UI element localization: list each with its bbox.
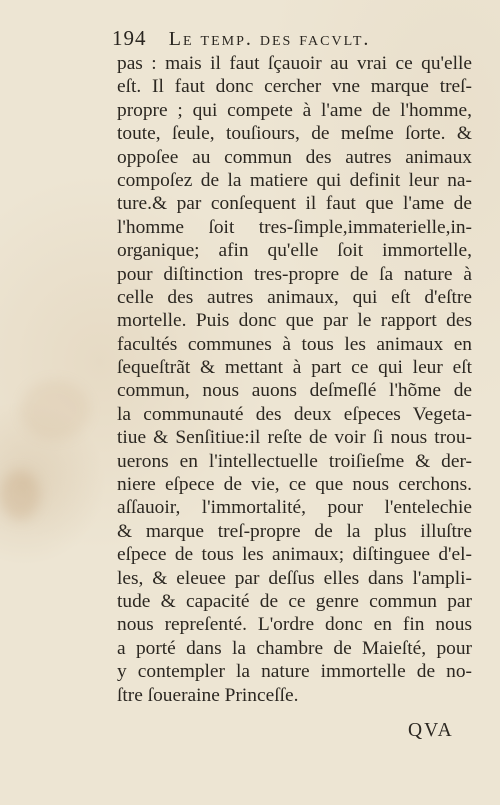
text-line: nous repreſenté. L'ordre donc en fin nous <box>117 614 472 636</box>
text-line: ſtre ſoueraine Princeſſe. <box>117 684 299 706</box>
text-line: ture.& par conſequent il faut que l'ame de <box>117 193 472 215</box>
page-number: 194 <box>112 26 147 50</box>
text-line: propre ; qui compete à l'ame de l'homme, <box>117 99 472 121</box>
body-text <box>117 52 472 707</box>
text-line: pour diſtinction tres-propre de ſa nature à <box>117 263 472 285</box>
text-line: & marque treſ-propre de la plus illuſtre <box>117 520 472 542</box>
text-line: eſt. Il faut donc cercher vne marque treſ- <box>117 76 472 98</box>
text-line: oppoſee au commun des autres animaux <box>117 146 472 168</box>
text-line: tude & capacité de ce genre commun par <box>117 590 472 612</box>
text-line: a porté dans la chambre de Maieſté, pour <box>117 637 472 659</box>
text-line: les, & eleuee par deſſus elles dans l'ampli- <box>117 567 472 589</box>
text-line: celle des autres animaux, qui eſt d'eſtre <box>117 286 472 308</box>
text-line: organique; afin qu'elle ſoit immortelle, <box>117 240 472 262</box>
running-head <box>112 26 472 52</box>
text-line: tiue & Senſitiue:il reſte de voir ſi nous trou- <box>117 427 472 449</box>
text-line: compoſez de la matiere qui definit leur na- <box>117 169 472 191</box>
running-title: Le temp. des facvlt. <box>168 28 371 50</box>
text-line: y contempler la nature immortelle de no- <box>117 661 472 683</box>
text-line: ſequeſtrãt & mettant à part ce qui leur eſt <box>117 357 472 379</box>
text-line: la communauté des deux eſpeces Vegeta- <box>117 403 472 425</box>
text-line: toute, ſeule, touſiours, de meſme ſorte. & <box>117 123 472 145</box>
text-line: l'homme ſoit tres-ſimple,immaterielle,in- <box>117 216 472 238</box>
foxing-stain <box>20 380 90 440</box>
text-line: commun, nous auons deſmeſlé l'hõme de <box>117 380 472 402</box>
text-line: pas : mais il faut ſçauoir au vrai ce qu'elle <box>117 53 472 74</box>
text-line: facultés communes à tous les animaux en <box>117 333 472 355</box>
catchword: QVA <box>408 720 454 741</box>
foxing-stain <box>0 470 40 520</box>
text-line: aſſauoir, l'immortalité, pour l'entelechie <box>117 497 472 519</box>
text-line: niere eſpece de vie, ce que nous cerchons. <box>117 474 472 496</box>
text-line: mortelle. Puis donc que par le rapport des <box>117 310 472 332</box>
text-line: eſpece de tous les animaux; diſtinguee d'el- <box>117 544 472 566</box>
text-line: uerons en l'intellectuelle troiſieſme & der- <box>117 450 472 472</box>
